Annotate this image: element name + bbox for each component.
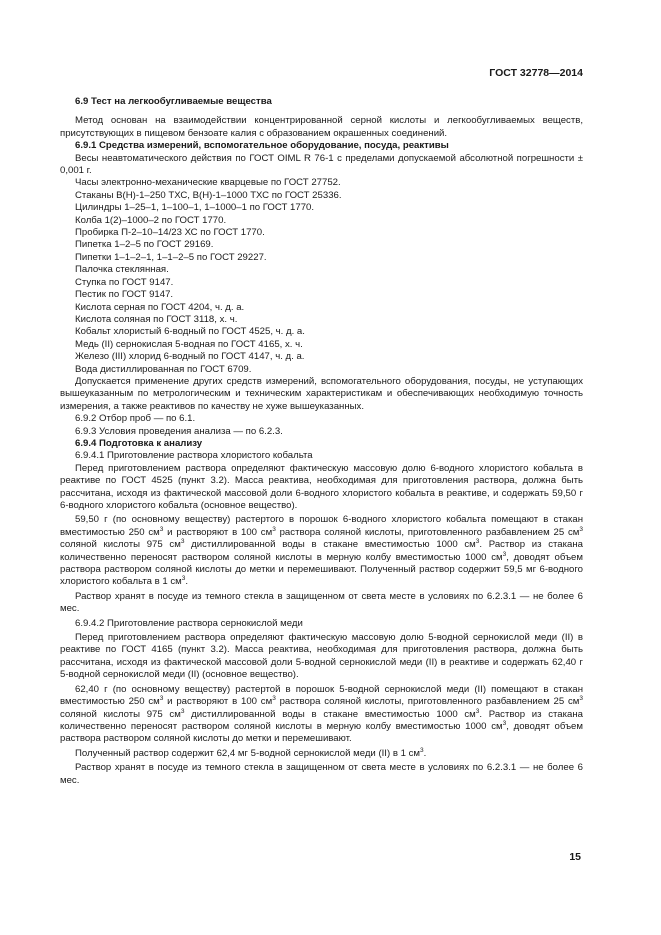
equipment-item: Ступка по ГОСТ 9147. [75,276,174,288]
equipment-item: Пипетка 1–2–5 по ГОСТ 29169. [75,239,214,251]
paragraph-6941-2: 59,50 г (по основному веществу) растертого в порошок 6-водного хлористого кобальта помещают в стакан вместимостью 250 $см^3$ и растворяют в 100 $см^3$ раствора соляной кислоты, приготовленного разбавлением 25 $см^3$ соляной кислоты 975 $см^3$ дистиллированной воды в стакане вместимостью 1000 $см^3$. Раствор из стакана количественно переносят раствором соляной кислоты в мерную колбу вместимостью 1000 $см^3$, доводят объем раствора раствором соляной кислоты до метки и перемешивают. Полученный раствор содержит 59,5 мг 6-водного хлористого кобальта в 1 $см^3$. [60,514,583,588]
equipment-item: Стаканы В(Н)-1–250 ТХС, В(Н)-1–1000 ТХС по ГОСТ 25336. [75,189,342,201]
equipment-item: Пробирка П-2–10–14/23 ХС по ГОСТ 1770. [75,227,265,239]
equipment-item: Железо (III) хлорид 6-водный по ГОСТ 4147, ч. д. а. [75,351,305,363]
paragraph-6942-4: Раствор хранят в посуде из темного стекла в защищенном от света месте в условиях по 6.2.3.1 — не более 6 мес. [60,762,583,786]
paragraph-6941-3: Раствор хранят в посуде из темного стекла в защищенном от света месте в условиях по 6.2.3.1 — не более 6 мес. [60,590,583,615]
equipment-item: Вода дистиллированная по ГОСТ 6709. [75,363,252,375]
equipment-item: Пестик по ГОСТ 9147. [75,289,174,301]
subsection-692: 6.9.2 Отбор проб — по 6.1. [75,413,196,425]
equipment-list [60,153,583,414]
subsection-693: 6.9.3 Условия проведения анализа — по 6.2.3. [75,425,283,437]
section-title: 6.9 Тест на легкообугливаемые вещества [75,96,272,107]
equipment-item: Кобальт хлористый 6-водный по ГОСТ 4525, ч. д. а. [75,326,305,338]
paragraph-6941-1: Перед приготовлением раствора определяют фактическую массовую долю 6-водного хлористого кобальта в реактиве по ГОСТ 4525 (пункт 3.2). Масса реактива, необходимая для приготовления раствора, должна быть рассчитана, исходя из фактической массовой доли 6-водного хлористого кобальта в реактиве, и содержать 59,50 г 6-водного хлористого кобальта (основное вещество). [60,462,583,511]
subsub-title-6942: 6.9.4.2 Приготовление раствора сернокислой меди [75,617,303,629]
equipment-item: Весы неавтоматического действия по ГОСТ OIML R 76-1 с пределами допускаемой абсолютной погрешности ± 0,001 г. [60,152,583,177]
equipment-item: Кислота серная по ГОСТ 4204, ч. д. а. [75,301,245,313]
document-code: ГОСТ 32778—2014 [489,67,583,79]
section-intro: Метод основан на взаимодействии концентрированной серной кислоты и легкообугливаемых веществ, присутствующих в пищевом бензоате калия с образованием окрашенных соединений. [60,115,583,139]
subsection-title-694: 6.9.4 Подготовка к анализу [75,437,203,449]
equipment-item: Палочка стеклянная. [75,264,169,276]
equipment-item: Кислота соляная по ГОСТ 3118, х. ч. [75,313,238,325]
equipment-item: Часы электронно-механические кварцевые по ГОСТ 27752. [75,177,341,189]
paragraph-6942-1: Перед приготовлением раствора определяют фактическую массовую долю 5-водной сернокислой меди (II) в реактиве по ГОСТ 4165 (пункт 3.2). Масса реактива, необходимая для приготовления раствора, должна быть рассчитана, исходя из фактической массовой доли 5-водной сернокислой меди (II) в реактиве и содержать 62,40 г 5-водной сернокислой меди (II) (основное вещество). [60,632,583,681]
page-content [60,96,583,787]
subsub-title-6941: 6.9.4.1 Приготовление раствора хлористого кобальта [75,450,313,462]
page-number: 15 [569,851,581,863]
subsection-title-691: 6.9.1 Средства измерений, вспомогательное оборудование, посуда, реактивы [75,140,449,152]
paragraph-6942-2: 62,40 г (по основному веществу) растертой в порошок 5-водной сернокислой меди (II) помещают в стакан вместимостью 250 $см^3$ и растворяют в 100 $см^3$ раствора соляной кислоты, приготовленного разбавлением 25 $см^3$ соляной кислоты 975 $см^3$ дистиллированной воды в стакане вместимостью 1000 $см^3$. Раствор из стакана количественно переносят раствором соляной кислоты в мерную колбу вместимостью 1000 $см^3$, доводят объем раствора раствором соляной кислоты до метки и перемешивают. [60,683,583,745]
equipment-item: Медь (II) сернокислая 5-водная по ГОСТ 4165, х. ч. [75,338,303,350]
equipment-item: Допускается применение других средств измерений, вспомогательного оборудования, посуды, не уступающих вышеуказанным по метрологическим и техническим характеристикам и обеспечивающих необходимую точность измерения, а также реактивов по качеству не хуже вышеуказанных. [60,375,583,412]
equipment-item: Колба 1(2)–1000–2 по ГОСТ 1770. [75,214,227,226]
equipment-item: Цилиндры 1–25–1, 1–100–1, 1–1000–1 по ГОСТ 1770. [75,202,315,214]
equipment-item: Пипетки 1–1–2–1, 1–1–2–5 по ГОСТ 29227. [75,251,267,263]
paragraph-6942-3: Полученный раствор содержит 62,4 мг 5-водной сернокислой меди (II) в 1 $см^3$. [75,746,427,759]
